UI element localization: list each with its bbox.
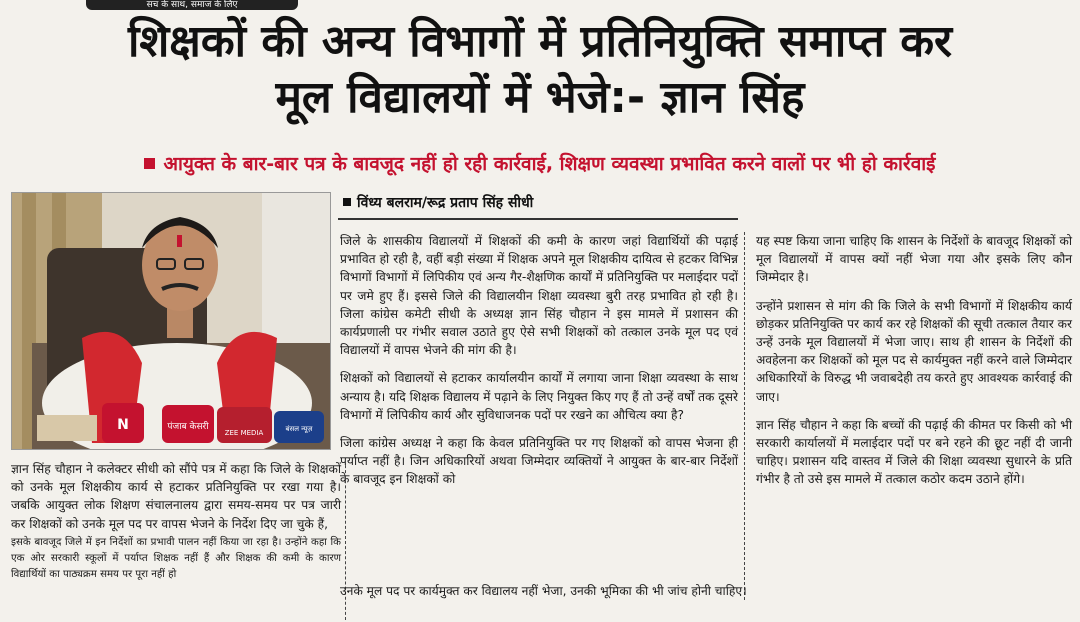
paragraph: यह स्पष्ट किया जाना चाहिए कि शासन के निर्देशों के बावजूद शिक्षकों को मूल विद्यालयों में वापस क्यों नहीं भेजा गया और इसके लिए कौन जिम्मेदार है। <box>756 234 1072 285</box>
paragraph: शिक्षकों को विद्यालयों से हटाकर कार्यालयीन कार्यों में लगाया जाना शिक्षा व्यवस्था के साथ अन्याय है। यदि शिक्षक विद्यालय में पढ़ाने के लिए नियुक्त किए गए हैं तो उन्हें वर्षों तक दूसरे विभागों में लिपिकीय कार्य और सुविधाजनक पदों पर रखने का औचित्य क्या है? <box>340 371 738 422</box>
byline <box>343 193 533 213</box>
headline <box>0 14 1080 126</box>
paragraph: उन्होंने प्रशासन से मांग की कि जिले के सभी विभागों में शिक्षकीय कार्य छोड़कर प्रतिनियुक्ति पर कार्य कर रहे शिक्षकों की सूची तत्काल तैयार कर उन्हें उनके मूल विद्यालयों में भेजा जाए। साथ ही शासन के निर्देशों की अवहेलना कर शिक्षकों को मूल पद से कार्यमुक्त नहीं करने वाले जिम्मेदार अधिकारियों के विरुद्ध भी जवाबदेही तय करते हुए आवश्यक कार्रवाई की जाए। <box>756 298 1072 404</box>
paragraph: ज्ञान सिंह चौहान ने कलेक्टर सीधी को सौंपे पत्र में कहा कि जिले के शिक्षकों को उनके मूल शिक्षकीय कार्य से हटाकर प्रतिनियुक्ति पर रखा गया है। जबकि आयुक्त लोक शिक्षण संचालनालय द्वारा समय-समय पर पत्र जारी कर शिक्षकों को उनके मूल पद पर वापस भेजने के निर्देश दिए जा चुके हैं, <box>11 462 341 531</box>
mic-label-3: ZEE MEDIA <box>224 429 264 437</box>
paragraph: जिला कांग्रेस अध्यक्ष ने कहा कि केवल प्रतिनियुक्ति पर गए शिक्षकों को वापस भेजना ही पर्याप्त नहीं है। जिन अधिकारियों अथवा जिम्मेदार व्यक्तियों ने आयुक्त के बार-बार निर्देशों के बावजूद इन शिक्षकों को <box>340 436 738 487</box>
article-column-right <box>756 232 1072 499</box>
paragraph: जिले के शासकीय विद्यालयों में शिक्षकों की कमी के कारण जहां विद्यार्थियों की पढ़ाई प्रभावित हो रही है, वहीं बड़ी संख्या में शिक्षक अपने मूल शिक्षकीय दायित्व से हटकर विभिन्न विभागों विभागों में लिपिकीय एवं अन्य गैर-शैक्षणिक कार्यों में प्रतिनियुक्ति पर मलाईदार पदों पर जमे हुए हैं। इससे जिले की विद्यालयीन शिक्षा व्यवस्था बुरी तरह प्रभावित हो रही है। जिला कांग्रेस कमेटी सीधी के अध्यक्ष ज्ञान सिंह चौहान ने इस मामले में प्रशासन की कार्यप्रणाली पर गंभीर सवाल उठाते हुए ऐसे सभी शिक्षकों को तत्काल उनके मूल पद एवं विद्यालयों में वापस भेजने की मांग की है। <box>340 234 738 358</box>
mic-label-2: पंजाब केसरी <box>167 422 209 432</box>
column-divider <box>744 232 745 600</box>
subheadline-text: आयुक्त के बार-बार पत्र के बावजूद नहीं हो रही कार्रवाई, शिक्षण व्यवस्था प्रभावित करने वालों पर भी हो कार्रवाई <box>163 153 936 175</box>
article-column-middle <box>340 232 738 499</box>
newspaper-tagline: सच के साथ, समाज के लिए <box>86 0 298 10</box>
headline-line-2: मूल विद्यालयों में भेजे:- ज्ञान सिंह <box>275 72 805 123</box>
mic-label-1: N <box>117 417 129 433</box>
headline-line-1: शिक्षकों की अन्य विभागों में प्रतिनियुक्ति समाप्त कर <box>127 16 953 67</box>
article-column-left <box>11 460 341 593</box>
article-photo <box>11 192 331 450</box>
byline-text: विंध्य बलराम/रूद्र प्रताप सिंह सीधी <box>357 195 534 211</box>
mic-label-4: बंसल न्यूज़ <box>285 425 313 433</box>
subheadline <box>0 150 1080 178</box>
paragraph: ज्ञान सिंह चौहान ने कहा कि बच्चों की पढ़ाई की कीमत पर किसी को भी सरकारी कार्यालयों में मलाईदार पदों पर बने रहने की छूट नहीं दी जानी चाहिए। प्रशासन यदि वास्तव में जिले की शिक्षा व्यवस्था सुधारने के प्रति गंभीर है तो उसे इस मामले में तत्काल कठोर कदम उठाने होंगे। <box>756 417 1072 487</box>
paragraph: इसके बावजूद जिले में इन निर्देशों का प्रभावी पालन नहीं किया जा रहा है। उन्होंने कहा कि एक ओर सरकारी स्कूलों में पर्याप्त शिक्षक नहीं हैं और शिक्षक की कमी के कारण विद्यार्थियों का पाठ्यक्रम समय पर पूरा नहीं हो <box>11 536 341 580</box>
bullet-square-icon <box>144 158 155 169</box>
photo-illustration <box>12 193 330 449</box>
byline-rule <box>338 218 738 220</box>
article-last-line: उनके मूल पद पर कार्यमुक्त कर विद्यालय नहीं भेजा, उनकी भूमिका की भी जांच होनी चाहिए। <box>340 584 747 598</box>
bullet-square-icon <box>343 198 351 206</box>
